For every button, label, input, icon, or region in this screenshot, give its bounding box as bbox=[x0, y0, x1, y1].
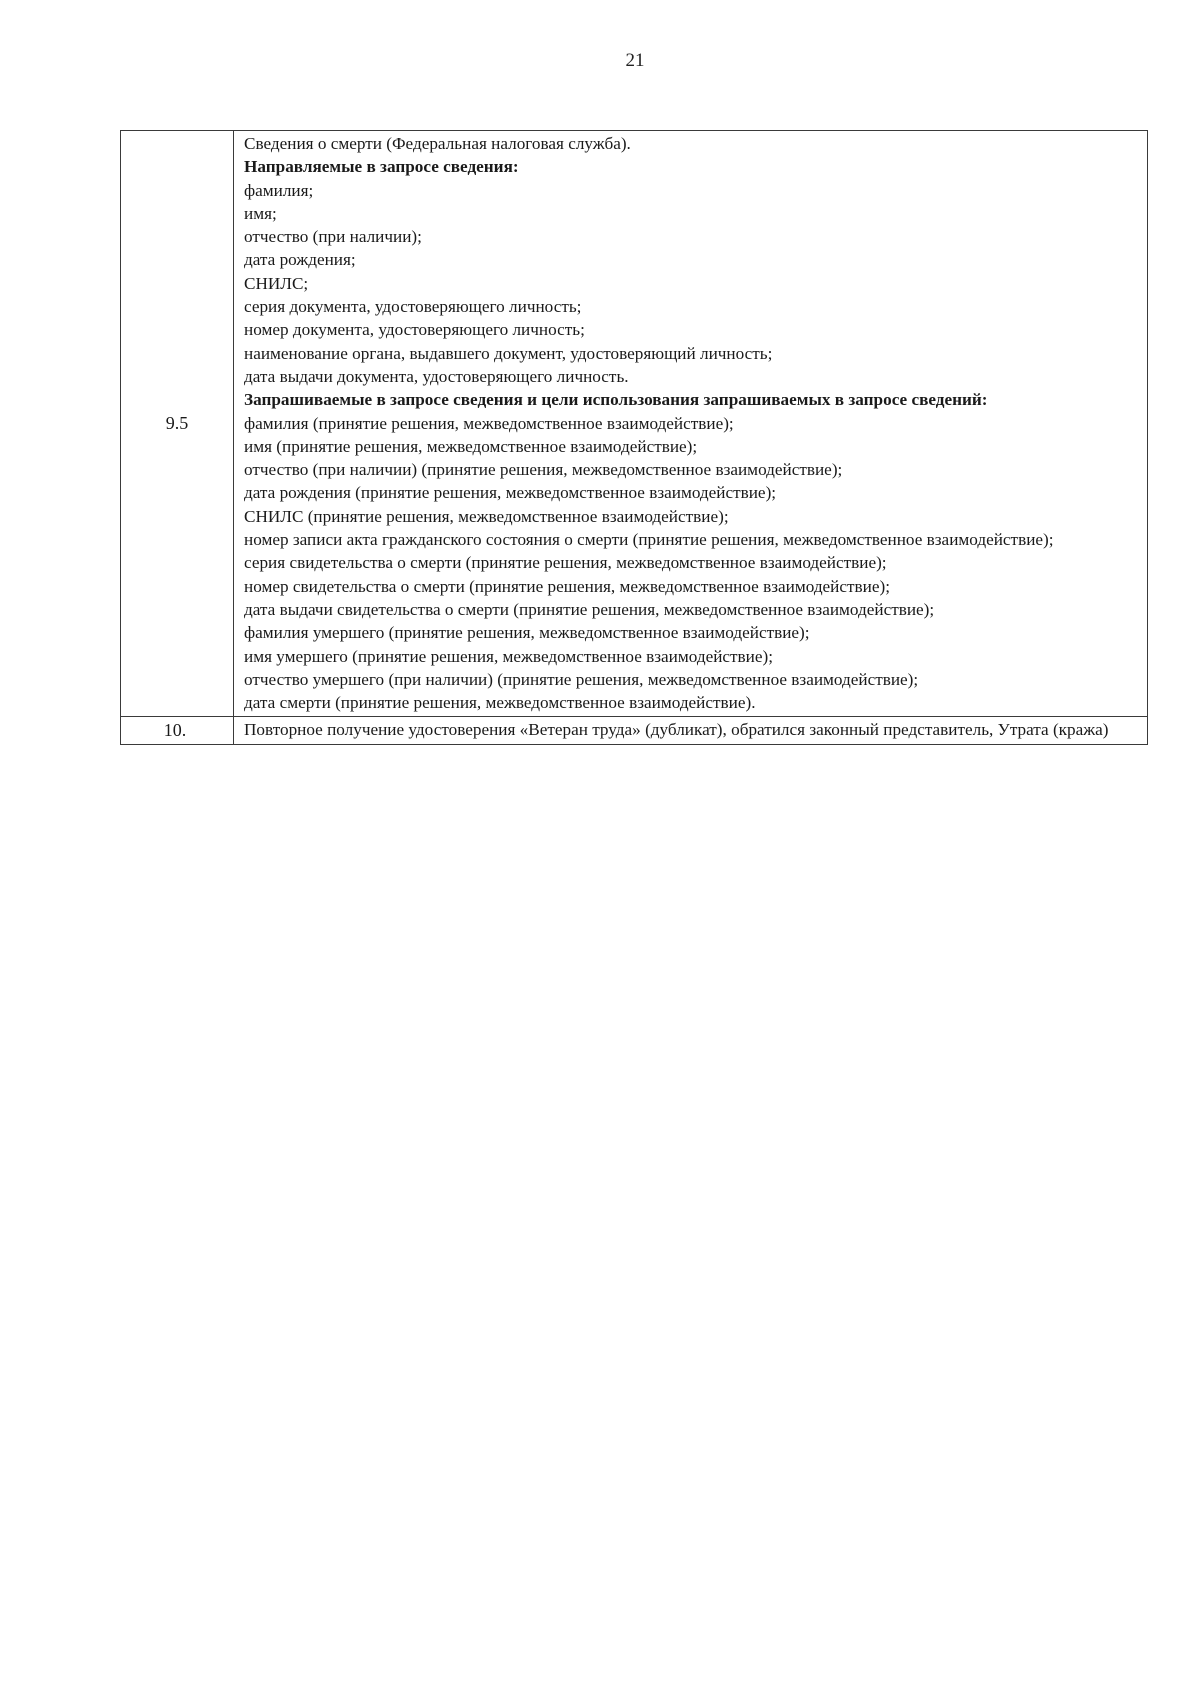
document-table bbox=[120, 130, 1148, 745]
row-text-line: серия документа, удостоверяющего личность; bbox=[244, 297, 582, 317]
table-row-10 bbox=[121, 717, 1148, 744]
row-text-line: фамилия умершего (принятие решения, межведомственное взаимодействие); bbox=[244, 623, 810, 643]
row-text-line: дата рождения; bbox=[244, 250, 356, 270]
table-row-9-5 bbox=[121, 131, 1148, 717]
row-text-line: Сведения о смерти (Федеральная налоговая служба). bbox=[244, 134, 631, 153]
row-content-cell bbox=[234, 717, 1148, 744]
section-heading-requested-data: Запрашиваемые в запросе сведения и цели использования запрашиваемых в запросе сведений: bbox=[244, 390, 988, 410]
row-text-line: имя умершего (принятие решения, межведомственное взаимодействие); bbox=[244, 646, 774, 666]
page-number: 21 bbox=[625, 50, 645, 71]
row-text-line: дата выдачи документа, удостоверяющего личность. bbox=[244, 366, 629, 386]
row-text-line: наименование органа, выдавшего документ, удостоверяющий личность; bbox=[244, 343, 773, 363]
row-text-line: фамилия (принятие решения, межведомственное взаимодействие); bbox=[244, 413, 734, 433]
row-text-line: имя; bbox=[244, 203, 277, 223]
row-content-cell bbox=[234, 131, 1148, 717]
row-text-line: номер свидетельства о смерти (принятие решения, межведомственное взаимодействие); bbox=[244, 576, 890, 596]
row-text-line: Повторное получение удостоверения «Ветеран труда» (дубликат), обратился законный представитель, Утрата (кража) bbox=[244, 720, 1109, 740]
row-text-line: отчество (при наличии) (принятие решения, межведомственное взаимодействие); bbox=[244, 460, 843, 480]
row-number-cell: 10. bbox=[121, 717, 234, 744]
row-text-line: отчество (при наличии); bbox=[244, 227, 422, 247]
row-text-line: номер записи акта гражданского состояния о смерти (принятие решения, межведомственное взаимодействие); bbox=[244, 530, 1054, 550]
row-text-line: СНИЛС; bbox=[244, 273, 309, 293]
row-text-line: дата выдачи свидетельства о смерти (принятие решения, межведомственное взаимодействие); bbox=[244, 599, 935, 619]
row-text-line: номер документа, удостоверяющего личность; bbox=[244, 320, 585, 340]
row-text-line: имя (принятие решения, межведомственное взаимодействие); bbox=[244, 436, 698, 456]
row-text-line: фамилия; bbox=[244, 180, 314, 200]
row-text-line: СНИЛС (принятие решения, межведомственное взаимодействие); bbox=[244, 506, 729, 526]
row-number-cell: 9.5 bbox=[121, 131, 234, 717]
section-heading-sent-data: Направляемые в запросе сведения: bbox=[244, 157, 519, 177]
row-text-line: дата смерти (принятие решения, межведомственное взаимодействие). bbox=[244, 693, 756, 713]
row-text-line: серия свидетельства о смерти (принятие решения, межведомственное взаимодействие); bbox=[244, 553, 887, 573]
row-text-line: отчество умершего (при наличии) (принятие решения, межведомственное взаимодействие); bbox=[244, 669, 919, 689]
row-text-line: дата рождения (принятие решения, межведомственное взаимодействие); bbox=[244, 483, 777, 503]
